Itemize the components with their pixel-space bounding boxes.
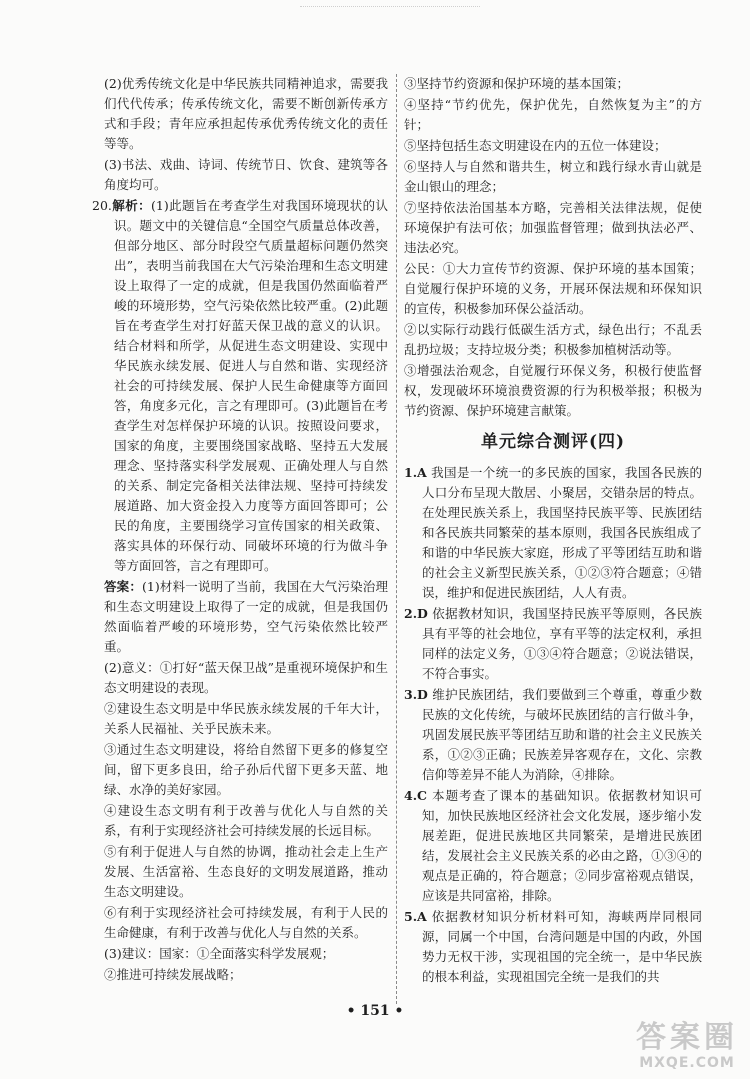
site-watermark <box>636 1021 738 1071</box>
scan-artifact <box>300 6 480 13</box>
answer-item <box>404 604 702 684</box>
answer-paragraph <box>92 577 388 657</box>
paragraph: ③坚持节约资源和保护环境的基本国策； <box>404 76 630 91</box>
answer-label: 答案： <box>104 579 143 594</box>
paragraph: ④坚持“节约优先，保护优先，自然恢复为主”的方针； <box>404 97 702 132</box>
answer-number: 1.A <box>404 465 427 480</box>
paragraph: ③通过生态文明建设，将给自然留下更多的修复空间，留下更多良田，给子孙后代留下更多天蓝、地绿、水净的美好家园。 <box>104 742 388 797</box>
answer-text: 维护民族团结，我们要做到三个尊重，尊重少数民族的文化传统，与破坏民族团结的言行做斗争，巩固发展民族平等团结互助和谐的社会主义民族关系，①②③正确；民族差异客观存在，文化、宗教信仰等差异不能人为消除，④排除。 <box>422 687 702 782</box>
paragraph: ②以实际行动践行低碳生活方式，绿色出行；不乱丢乱扔垃圾；支持垃圾分类；积极参加植树活动等。 <box>404 322 702 357</box>
answer-number: 2.D <box>404 606 428 621</box>
paragraph: (3)建议：国家：①全面落实科学发展观； <box>104 946 335 961</box>
answer-item <box>404 907 702 987</box>
watermark-logo: 答案圈 <box>636 1020 738 1055</box>
paragraph: ③增强法治观念，自觉履行环保义务，积极行使监督权，发现破坏环境浪费资源的行为积极举报；积极为节约资源、保护环境建言献策。 <box>404 363 702 418</box>
answer-text: 依据教材知识分析材料可知，海峡两岸同根同源，同属一个中国，台湾问题是中国的内政，外国势力无权干涉，实现祖国的完全统一，是中华民族的根本利益，实现祖国完全统一是我们的共 <box>422 909 702 984</box>
answer-number: 4.C <box>404 788 427 803</box>
right-column <box>404 74 702 988</box>
paragraph: ⑤有利于促进人与自然的协调，推动社会走上生产发展、生活富裕、生态良好的文明发展道路，推动生态文明建设。 <box>104 844 388 899</box>
column-divider <box>396 74 397 1004</box>
watermark-url: MXQE.COM <box>639 1055 735 1071</box>
paragraph: ②推进可持续发展战略； <box>104 967 242 982</box>
paragraph: (2)意义：①打好“蓝天保卫战”是重视环境保护和生态文明建设的表现。 <box>104 660 388 695</box>
section-title: 单元综合测评(四) <box>480 432 626 452</box>
question-number: 20. <box>92 198 112 213</box>
answer-item <box>404 463 702 603</box>
answer-item <box>404 685 702 785</box>
paragraph: ⑥有利于实现经济社会可持续发展，有利于人民的生命健康，有利于改善与优化人与自然的关系。 <box>104 905 388 940</box>
paragraph: 公民：①大力宣传节约资源、保护环境的基本国策；自觉履行保护环境的义务，开展环保法规和环保知识的宣传，积极参加环保公益活动。 <box>404 261 702 316</box>
answer-number: 3.D <box>404 687 428 702</box>
answer-item <box>404 786 702 906</box>
answer-number: 5.A <box>404 909 427 924</box>
analysis-text: (1)此题旨在考查学生对我国环境现状的认识。题文中的关键信息“全国空气质量总体改善，但部分地区、部分时段空气质量超标问题仍然突出”，表明当前我国在大气污染治理和生态文明建设上取得了一定的成就，但是我国仍然面临着严峻的环境形势，空气污染依然比较严重。(2)此题旨在考查学生对打好蓝天保卫战的意义的认识。结合材料和所学，从促进生态文明建设、实现中华民族永续发展、促进人与自然和谐、实现经济社会的可持续发展、保护人民生命健康等方面回答，角度多元化，言之有理即可。(3)此题旨在考查学生对怎样保护环境的认识。按照设问要求，国家的角度，主要围绕国家战略、坚持五大发展理念、坚持落实科学发展观、正确处理人与自然的关系、制定完备相关法律法规、坚持可持续发展道路、加大资金投入力度等方面回答即可；公民的角度，主要围绕学习宣传国家的相关政策、落实具体的环保行动、同破坏环境的行为做斗争等方面回答，言之有理即可。 <box>114 198 388 573</box>
analysis-label: 解析： <box>111 198 151 213</box>
paragraph: ⑤坚持包括生态文明建设在内的五位一体建设； <box>404 138 667 153</box>
paragraph: ②建设生态文明是中华民族永续发展的千年大计，关系人民福祉、关乎民族未来。 <box>104 701 388 736</box>
left-column <box>92 74 388 986</box>
paragraph: ⑥坚持人与自然和谐共生，树立和践行绿水青山就是金山银山的理念； <box>404 159 702 194</box>
answer-text: (1)材料一说明了当前，我国在大气污染治理和生态文明建设上取得了一定的成就，但是我国仍然面临着严峻的环境形势，空气污染依然比较严重。 <box>104 579 388 654</box>
paragraph: ⑦坚持依法治国基本方略，完善相关法律法规，促使环境保护有法可依；加强监督管理；做到执法必严、违法必究。 <box>404 200 702 255</box>
paragraph: (3)书法、戏曲、诗词、传统节日、饮食、建筑等各角度均可。 <box>104 157 388 192</box>
question-20-analysis <box>92 196 388 576</box>
answer-text: 本题考查了课本的基础知识。依据教材知识可知，加快民族地区经济社会文化发展，逐步缩小发展差距，促进民族地区共同繁荣，是增进民族团结，发展社会主义民族关系的必由之路，①③④的观点是正确的，符合题意；②同步富裕观点错误，应该是共同富裕，排除。 <box>422 788 702 903</box>
paragraph: (2)优秀传统文化是中华民族共同精神追求，需要我们代代传承；传承传统文化，需要不断创新传承方式和手段；青年应承担起传承优秀传统文化的责任等等。 <box>104 76 388 151</box>
paragraph: ④建设生态文明有利于改善与优化人与自然的关系，有利于实现经济社会可持续发展的长远目标。 <box>104 803 388 838</box>
answer-text: 我国是一个统一的多民族的国家，我国各民族的人口分布呈现大散居、小聚居，交错杂居的特点。在处理民族关系上，我国坚持民族平等、民族团结和各民族共同繁荣的基本原则，我国各民族组成了和谐的中华民族大家庭，形成了平等团结互助和谐的社会主义新型民族关系，①②③符合题意；④错误，维护和促进民族团结，人人有责。 <box>422 465 702 600</box>
answer-text: 依据教材知识，我国坚持民族平等原则，各民族具有平等的社会地位，享有平等的法定权利，承担同样的法定义务，①③④符合题意；②说法错误，不符合事实。 <box>422 606 702 681</box>
page-number: • 151 • <box>346 1003 404 1019</box>
